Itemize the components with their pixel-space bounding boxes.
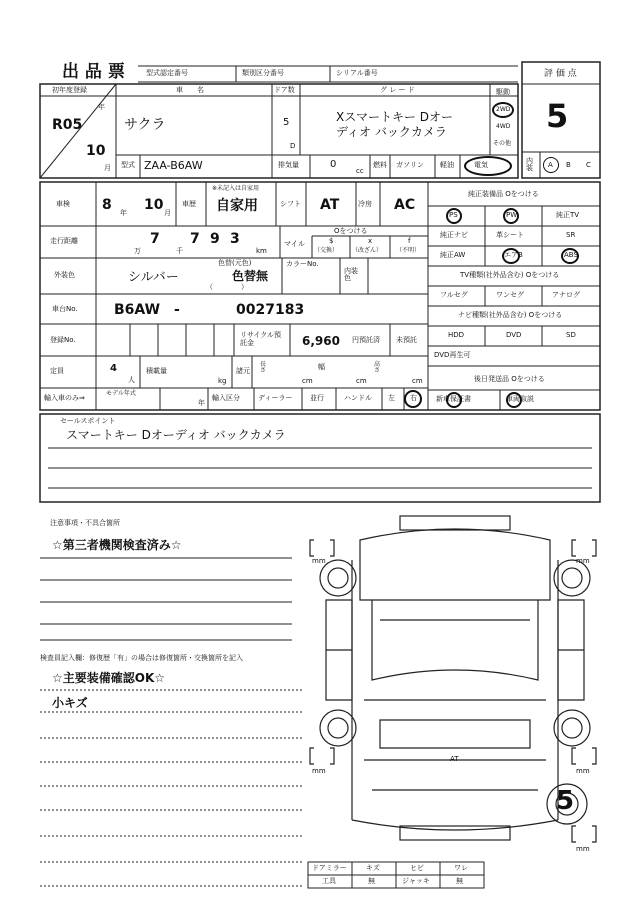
fuel-label: 燃料 — [373, 161, 387, 169]
import-parallel: 並行 — [310, 394, 324, 402]
fuel-gasoline: ガソリン — [396, 161, 424, 169]
color-value: シルバー — [128, 270, 179, 285]
grade-label: グ レ ー ド — [380, 86, 415, 94]
later-warranty: 新車保証書 — [436, 395, 471, 403]
doors-value: 5 — [283, 117, 290, 128]
equip-ps: PS — [449, 211, 458, 219]
genuine-label: 純正装備品 Oをつける — [468, 190, 539, 198]
chassis-label: 車台No. — [52, 305, 78, 313]
mileage-tampered-sym: x — [368, 237, 373, 245]
shift-value: AT — [320, 197, 340, 213]
history-note: ※未記入は自家用 — [212, 185, 260, 192]
dim-length-unit: cm — [302, 377, 313, 385]
navi-dvd: DVD — [506, 331, 522, 339]
tv-label: TV種類(社外品含む) Oをつける — [460, 271, 560, 279]
bottom-crack: ヒビ — [410, 864, 424, 872]
inspection-month-unit: 月 — [164, 209, 171, 217]
displacement-label: 排気量 — [278, 161, 299, 169]
score-value: 5 — [546, 97, 569, 135]
equip-ps-circle — [446, 208, 462, 224]
mileage-exchange: （交換） — [314, 247, 339, 254]
dim-length: 長さ — [260, 361, 267, 374]
color-label: 外装色 — [54, 271, 75, 279]
notes-label: 注意事項・不具合箇所 — [50, 519, 120, 527]
later-manual-circle — [506, 392, 522, 408]
doors-unit: D — [290, 142, 296, 150]
fuel-electric: 電気 — [474, 161, 488, 169]
drive-2wd-circle — [492, 102, 514, 118]
capacity-unit: 人 — [128, 376, 135, 384]
handle-right-circle — [404, 390, 422, 408]
dims-label: 諸元 — [236, 367, 250, 375]
mm-rear-left: mm — [312, 767, 326, 775]
tv-analog: アナログ — [552, 291, 580, 299]
handle-left: 左 — [388, 394, 395, 402]
chassis-dash: - — [174, 302, 180, 318]
dim-width-unit: cm — [356, 377, 367, 385]
mileage-circle-note: Oをつける — [334, 227, 368, 235]
drive-other: その他 — [493, 140, 512, 147]
diagram-at: AT — [450, 755, 459, 763]
displacement-unit: cc — [356, 167, 364, 175]
recolor-label: 色替(元色) — [218, 259, 252, 267]
later-warranty-circle — [446, 392, 462, 408]
inspection-year-unit: 年 — [120, 209, 127, 217]
equip-airbag-circle — [502, 248, 520, 264]
inspection-month: 10 — [144, 197, 164, 213]
import-dealer: ディーラー — [258, 394, 293, 402]
import-type-label: 輸入区分 — [212, 394, 240, 402]
bottom-scratch: キズ — [366, 864, 380, 872]
equip-sr: SR — [566, 231, 576, 239]
equip-tv: 純正TV — [556, 211, 580, 219]
model-value: ZAA-B6AW — [144, 159, 203, 172]
handle-label: ハンドル — [344, 394, 372, 402]
history-value: 自家用 — [216, 198, 258, 214]
chassis-prefix: B6AW — [114, 302, 161, 318]
dim-height: 高さ — [374, 361, 381, 374]
equip-aw: 純正AW — [440, 251, 466, 259]
reg-no-label: 登録No. — [50, 336, 76, 344]
equip-navi: 純正ナビ — [440, 231, 468, 239]
first-reg-year-mark: 年 — [98, 103, 105, 111]
recycle-amount: 6,960 — [302, 334, 340, 348]
recycle-paid: 円預託済 — [352, 336, 380, 344]
mileage-digit: 7 — [150, 231, 160, 247]
notes-line2: ☆主要装備確認OK☆ — [52, 671, 166, 685]
import-label: 輸入車のみ⇒ — [44, 394, 85, 402]
recolor-value: 色替無 — [232, 269, 269, 283]
mileage-label: 走行距離 — [50, 237, 78, 245]
dvd-label: DVD再生可 — [434, 351, 471, 359]
inspection-label: 車検 — [56, 200, 70, 208]
navi-hdd: HDD — [448, 331, 465, 339]
sales-point-label: セールスポイント — [60, 417, 116, 425]
handle-right: 右 — [410, 394, 417, 402]
tv-oneseg: ワンセグ — [496, 291, 524, 299]
shift-label: シフト — [280, 200, 301, 208]
mm-spare: mm — [576, 845, 590, 853]
navi-sd: SD — [566, 331, 576, 339]
fuel-diesel: 軽油 — [440, 161, 454, 169]
equip-abs: ABS — [564, 251, 578, 259]
first-reg-month-mark: 月 — [104, 164, 111, 172]
model-cert-label: 型式認定番号 — [146, 69, 188, 77]
grade-line2: ディオ バックカメラ — [336, 125, 447, 139]
mileage-tampered: （改ざん） — [352, 247, 383, 254]
first-reg-era: R05 — [52, 117, 83, 133]
capacity-label: 定員 — [50, 367, 64, 375]
mileage-man: 万 — [134, 247, 141, 255]
notes-line3: 小キズ — [52, 696, 88, 710]
interior-b: B — [566, 161, 571, 169]
tv-fullseg: フルセグ — [440, 291, 468, 299]
fuel-electric-circle — [464, 156, 512, 176]
car-name: サクラ — [124, 117, 166, 133]
mm-front-right: mm — [576, 557, 590, 565]
equip-pw-circle — [503, 208, 519, 224]
navi-label: ナビ種類(社外品含む) Oをつける — [458, 311, 563, 319]
recolor-paren: （ ） — [206, 283, 248, 291]
recycle-unpaid: 未預託 — [396, 336, 417, 344]
spare-score: 5 — [556, 786, 575, 816]
bottom-jack-value: 無 — [456, 877, 463, 885]
bottom-mirror: ドアミラー — [312, 864, 347, 872]
sales-point-text: スマートキー Dオーディオ バックカメラ — [66, 428, 286, 442]
drive-label: 駆動 — [496, 88, 510, 96]
first-reg-month: 10 — [86, 143, 106, 159]
serial-label: シリアル番号 — [336, 69, 378, 77]
mm-rear-right: mm — [576, 767, 590, 775]
mileage-unknown: （不明） — [396, 247, 421, 254]
later-manual: 車両取説 — [506, 395, 534, 403]
capacity-value: 4 — [110, 363, 117, 374]
equip-airbag: エアB — [504, 251, 523, 259]
dim-width: 幅 — [318, 363, 325, 371]
model-label: 型式 — [121, 161, 135, 169]
first-reg-label: 初年度登録 — [52, 86, 87, 94]
score-label: 評 価 点 — [544, 69, 577, 79]
inspection-year: 8 — [102, 197, 112, 213]
ac-label: 冷房 — [358, 200, 372, 208]
interior-a-circle — [543, 157, 559, 173]
interior-color-label: 内装色 — [344, 267, 358, 282]
grade-line1: Xスマートキー Dオー — [336, 110, 454, 124]
mileage-unit-mile: マイル — [284, 240, 305, 248]
displacement-value: 0 — [330, 159, 337, 170]
later-label: 後日発送品 Oをつける — [474, 375, 545, 383]
equip-abs-circle — [561, 248, 579, 264]
bottom-tools-value: 無 — [368, 877, 375, 885]
model-year-label: モデル年式 — [106, 390, 136, 397]
car-name-label: 車 名 — [176, 86, 204, 94]
interior-a: A — [548, 161, 553, 169]
mm-front-left: mm — [312, 557, 326, 565]
car-diagram — [310, 516, 596, 842]
bottom-break: ワレ — [454, 864, 468, 872]
interior-label: 内装 — [526, 157, 533, 172]
color-no-label: カラーNo. — [286, 260, 319, 268]
bottom-tools: 工具 — [322, 877, 336, 885]
notes-line1: ☆第三者機関検査済み☆ — [52, 538, 182, 552]
chassis-no: 0027183 — [236, 302, 305, 318]
history-label: 車歴 — [182, 200, 196, 208]
import-year-unit: 年 — [198, 399, 205, 407]
inspector-label: 検査員記入欄：修復歴「有」の場合は修復箇所・交換箇所を記入 — [40, 654, 243, 662]
drive-2wd: 2WD — [496, 106, 511, 113]
doors-label: ドア数 — [274, 86, 295, 94]
mileage-unknown-sym: f — [408, 237, 411, 245]
mileage-exchange-sym: $ — [329, 237, 334, 245]
bottom-jack: ジャッキ — [402, 877, 430, 885]
mileage-digit: 9 — [210, 231, 220, 247]
load-unit: kg — [218, 377, 227, 385]
mileage-digit: 3 — [230, 231, 240, 247]
recycle-label: リサイクル預託金 — [240, 331, 282, 348]
category-label: 類別区分番号 — [242, 69, 284, 77]
load-label: 積載量 — [146, 367, 167, 375]
equip-leather: 革シート — [496, 231, 524, 239]
dim-height-unit: cm — [412, 377, 423, 385]
form-title: 出 品 票 — [62, 62, 125, 82]
interior-c: C — [586, 161, 591, 169]
mileage-digit: 7 — [190, 231, 200, 247]
equip-pw: PW — [506, 211, 518, 219]
mileage-sen: 千 — [176, 247, 183, 255]
drive-4wd: 4WD — [496, 123, 511, 130]
ac-value: AC — [394, 197, 416, 213]
mileage-km: km — [256, 247, 267, 255]
